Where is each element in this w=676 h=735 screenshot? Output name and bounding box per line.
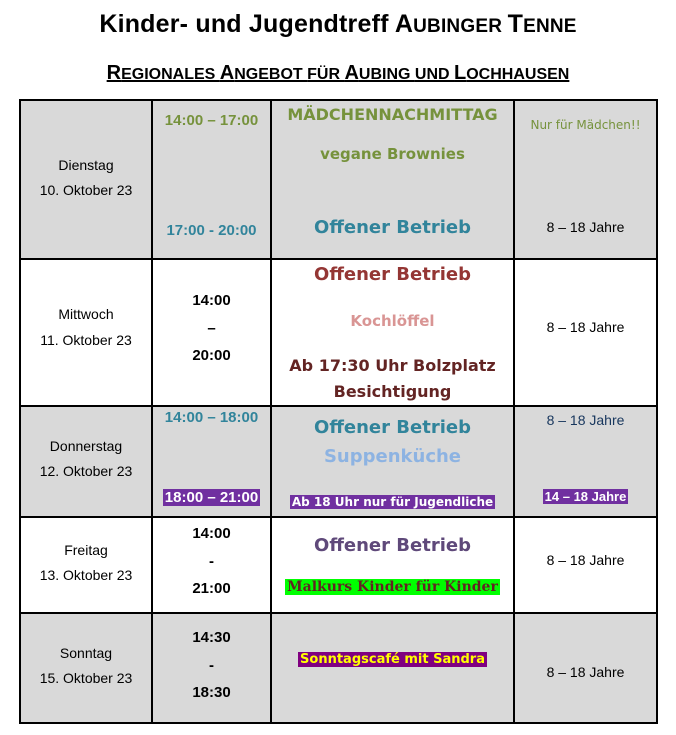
time-cell <box>152 259 271 406</box>
age-cell <box>514 613 657 723</box>
time-slot: 17:00 - 20:00 <box>166 222 257 239</box>
age-label: 8 – 18 Jahre <box>546 319 625 335</box>
page-subtitle: REGIONALES ANGEBOT FÜR AUBING UND LOCHHAUSEN <box>106 62 570 84</box>
date-label: 13. Oktober 23 <box>39 567 133 583</box>
age-label: 8 – 18 Jahre <box>546 412 625 428</box>
activity-detail: Suppenküche <box>323 446 462 467</box>
activity-cell <box>271 259 514 406</box>
activity-highlight: Sonntagscafé mit Sandra <box>300 652 485 667</box>
time-start: 14:30 <box>192 629 231 646</box>
date-label: 12. Oktober 23 <box>39 463 133 479</box>
time-cell <box>152 100 271 259</box>
time-slot-highlight: 18:00 – 21:00 <box>164 489 259 506</box>
table-row <box>20 613 657 723</box>
day-cell <box>20 517 152 613</box>
age-cell <box>514 406 657 517</box>
activity-title: Offener Betrieb <box>314 264 471 285</box>
time-end: 21:00 <box>192 580 231 597</box>
time-end: 20:00 <box>192 347 231 364</box>
day-cell <box>20 259 152 406</box>
time-cell <box>152 613 271 723</box>
date-label: 15. Oktober 23 <box>39 670 133 686</box>
time-slot: 14:00 – 18:00 <box>164 409 259 426</box>
time-separator: – <box>207 320 216 337</box>
time-cell <box>152 406 271 517</box>
time-cell <box>152 517 271 613</box>
age-cell <box>514 259 657 406</box>
day-cell <box>20 406 152 517</box>
time-start: 14:00 <box>192 292 231 309</box>
day-cell <box>20 613 152 723</box>
weekday-label: Sonntag <box>59 645 113 661</box>
schedule-table <box>19 99 658 724</box>
activity-title: MÄDCHENNACHMITTAG <box>287 105 498 124</box>
age-cell <box>514 517 657 613</box>
activity-detail: vegane Brownies <box>320 145 465 163</box>
activity-title: Offener Betrieb <box>314 217 471 238</box>
page-title: Kinder- und Jugendtreff AUBINGER TENNE <box>99 10 577 38</box>
table-row <box>20 517 657 613</box>
weekday-label: Mittwoch <box>58 306 114 322</box>
table-row <box>20 100 657 259</box>
activity-cell <box>271 406 514 517</box>
time-start: 14:00 <box>192 525 231 542</box>
age-label: 8 – 18 Jahre <box>546 552 625 568</box>
date-label: 11. Oktober 23 <box>40 332 132 348</box>
activity-detail: Ab 17:30 Uhr Bolzplatz <box>289 356 496 375</box>
activity-highlight: Ab 18 Uhr nur für Jugendliche <box>291 495 494 509</box>
time-end: 18:30 <box>192 684 231 701</box>
activity-cell <box>271 613 514 723</box>
activity-detail: Kochlöffel <box>350 312 435 330</box>
time-slot: 14:00 – 17:00 <box>164 112 259 129</box>
weekday-label: Donnerstag <box>49 438 123 454</box>
note-label: Nur für Mädchen!! <box>530 118 641 132</box>
activity-highlight: Malkurs Kinder für Kinder <box>287 579 498 595</box>
age-cell <box>514 100 657 259</box>
age-label: 8 – 18 Jahre <box>546 664 625 680</box>
activity-title: Offener Betrieb <box>314 535 471 556</box>
activity-cell <box>271 100 514 259</box>
activity-cell <box>271 517 514 613</box>
table-row <box>20 259 657 406</box>
date-label: 10. Oktober 23 <box>39 182 133 198</box>
table-row <box>20 406 657 517</box>
time-separator: - <box>209 657 214 674</box>
activity-detail: Besichtigung <box>333 382 452 401</box>
day-cell <box>20 100 152 259</box>
age-highlight: 14 – 18 Jahre <box>544 489 627 504</box>
weekday-label: Freitag <box>64 542 108 558</box>
activity-title: Offener Betrieb <box>314 417 471 438</box>
age-label: 8 – 18 Jahre <box>546 219 625 235</box>
time-separator: - <box>209 553 214 570</box>
weekday-label: Dienstag <box>58 157 114 173</box>
